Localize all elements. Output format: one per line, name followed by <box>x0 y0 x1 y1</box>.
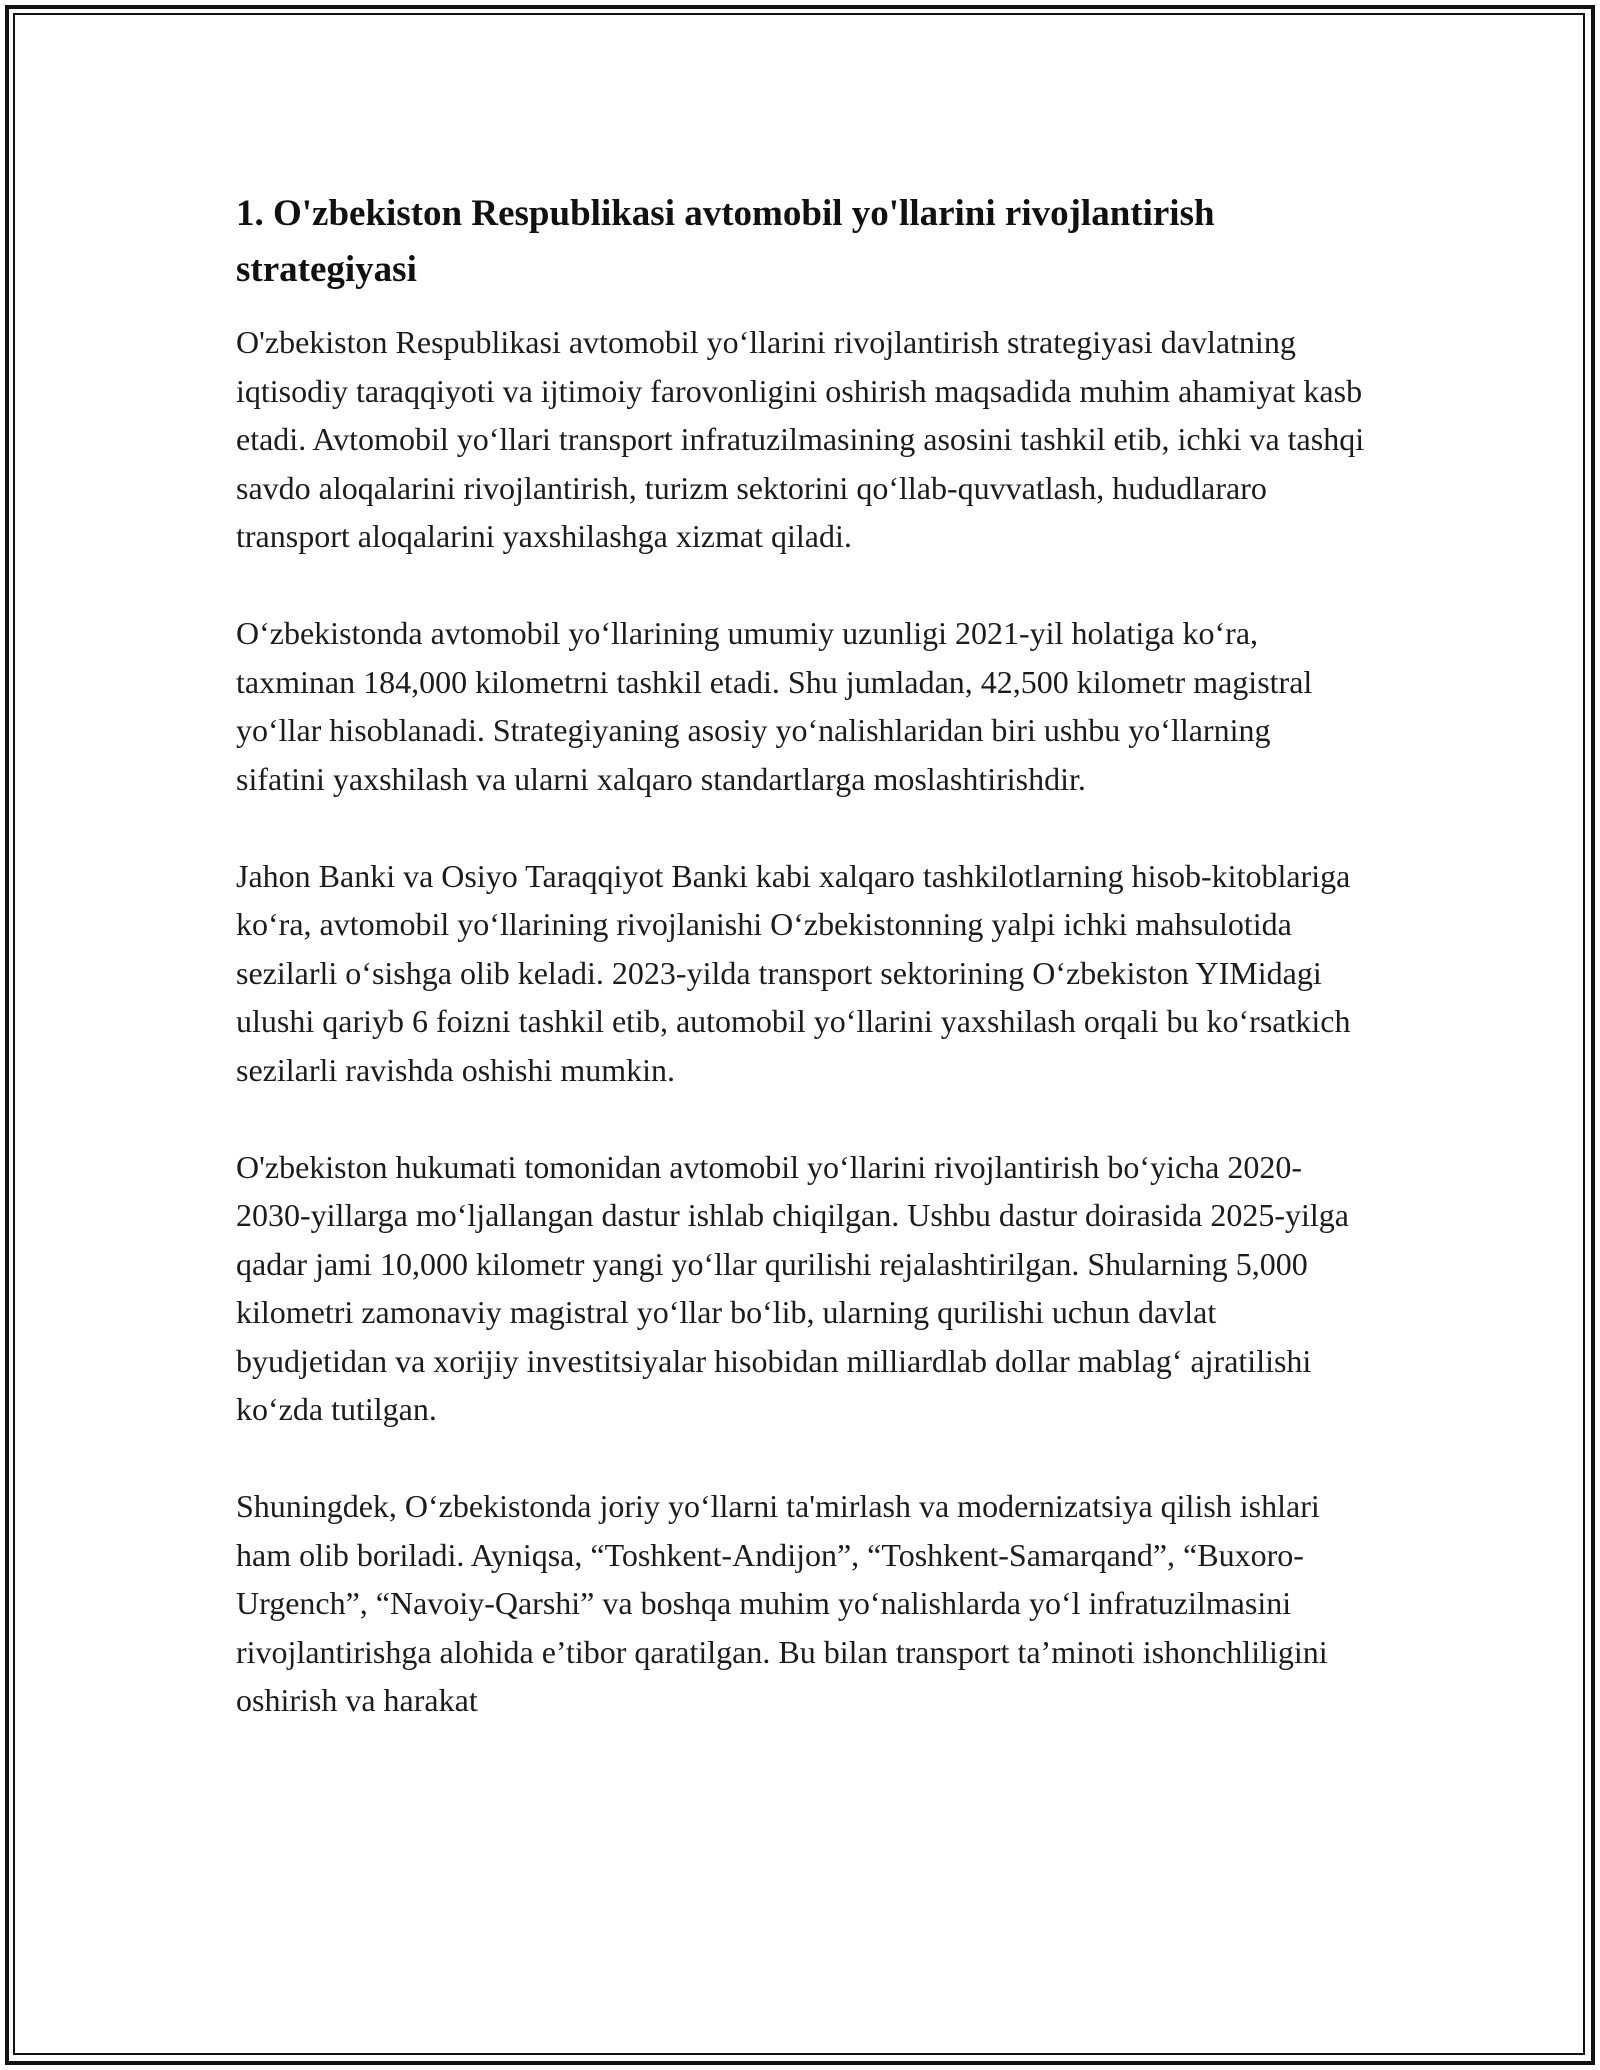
paragraph: O'zbekiston Respublikasi avtomobil yo‘llarini rivojlantirish strategiyasi davlatning iqtisodiy taraqqiyoti va ijtimoiy farovonligini oshirish maqsadida muhim ahamiyat kasb etadi. Avtomobil yo‘llari transport infratuzilmasining asosini tashkil etib, ichki va tashqi savdo aloqalarini rivojlantirish, turizm sektorini qo‘llab-quvvatlash, hududlararo transport aloqalarini yaxshilashga xizmat qiladi. <box>236 324 1365 554</box>
section-heading: 1. O'zbekiston Respublikasi avtomobil yo'llarini rivojlantirish strategiyasi <box>236 193 1215 290</box>
paragraph: Jahon Banki va Osiyo Taraqqiyot Banki kabi xalqaro tashkilotlarning hisob-kitoblariga ko‘ra, avtomobil yo‘llarining rivojlanishi O‘zbekistonning yalpi ichki mahsulotida sezilarli o‘sishga olib keladi. 2023-yilda transport sektorining O‘zbekiston YIMidagi ulushi qariyb 6 foizni tashkil etib, automobil yo‘llarini yaxshilash orqali bu ko‘rsatkich sezilarli ravishda oshishi mumkin. <box>236 857 1351 1088</box>
paragraph: O‘zbekistonda avtomobil yo‘llarining umumiy uzunligi 2021-yil holatiga ko‘ra, taxminan 184,000 kilometrni tashkil etadi. Shu jumladan, 42,500 kilometr magistral yo‘llar hisoblanadi. Strategiyaning asosiy yo‘nalishlaridan biri ushbu yo‘llarning sifatini yaxshilash va ularni xalqaro standartlarga moslashtirishdir. <box>236 615 1313 797</box>
document-body <box>236 186 1366 1725</box>
paragraph: Shuningdek, O‘zbekistonda joriy yo‘llarni ta'mirlash va modernizatsiya qilish ishlari ham olib boriladi. Ayniqsa, “Toshkent-Andijon”, “Toshkent-Samarqand”, “Buxoro-Urgench”, “Navoiy-Qarshi” va boshqa muhim yo‘nalishlarda yo‘l infratuzilmasini rivojlantirishga alohida e’tibor qaratilgan. Bu bilan transport ta’minoti ishonchliligini oshirish va harakat <box>236 1488 1328 1718</box>
paragraph: O'zbekiston hukumati tomonidan avtomobil yo‘llarini rivojlantirish bo‘yicha 2020-2030-yillarga mo‘ljallangan dastur ishlab chiqilgan. Ushbu dastur doirasida 2025-yilga qadar jami 10,000 kilometr yangi yo‘llar qurilishi rejalashtirilgan. Shularning 5,000 kilometri zamonaviy magistral yo‘llar bo‘lib, ularning qurilishi uchun davlat byudjetidan va xorijiy investitsiyalar hisobidan milliardlab dollar mablag‘ ajratilishi ko‘zda tutilgan. <box>236 1148 1349 1427</box>
